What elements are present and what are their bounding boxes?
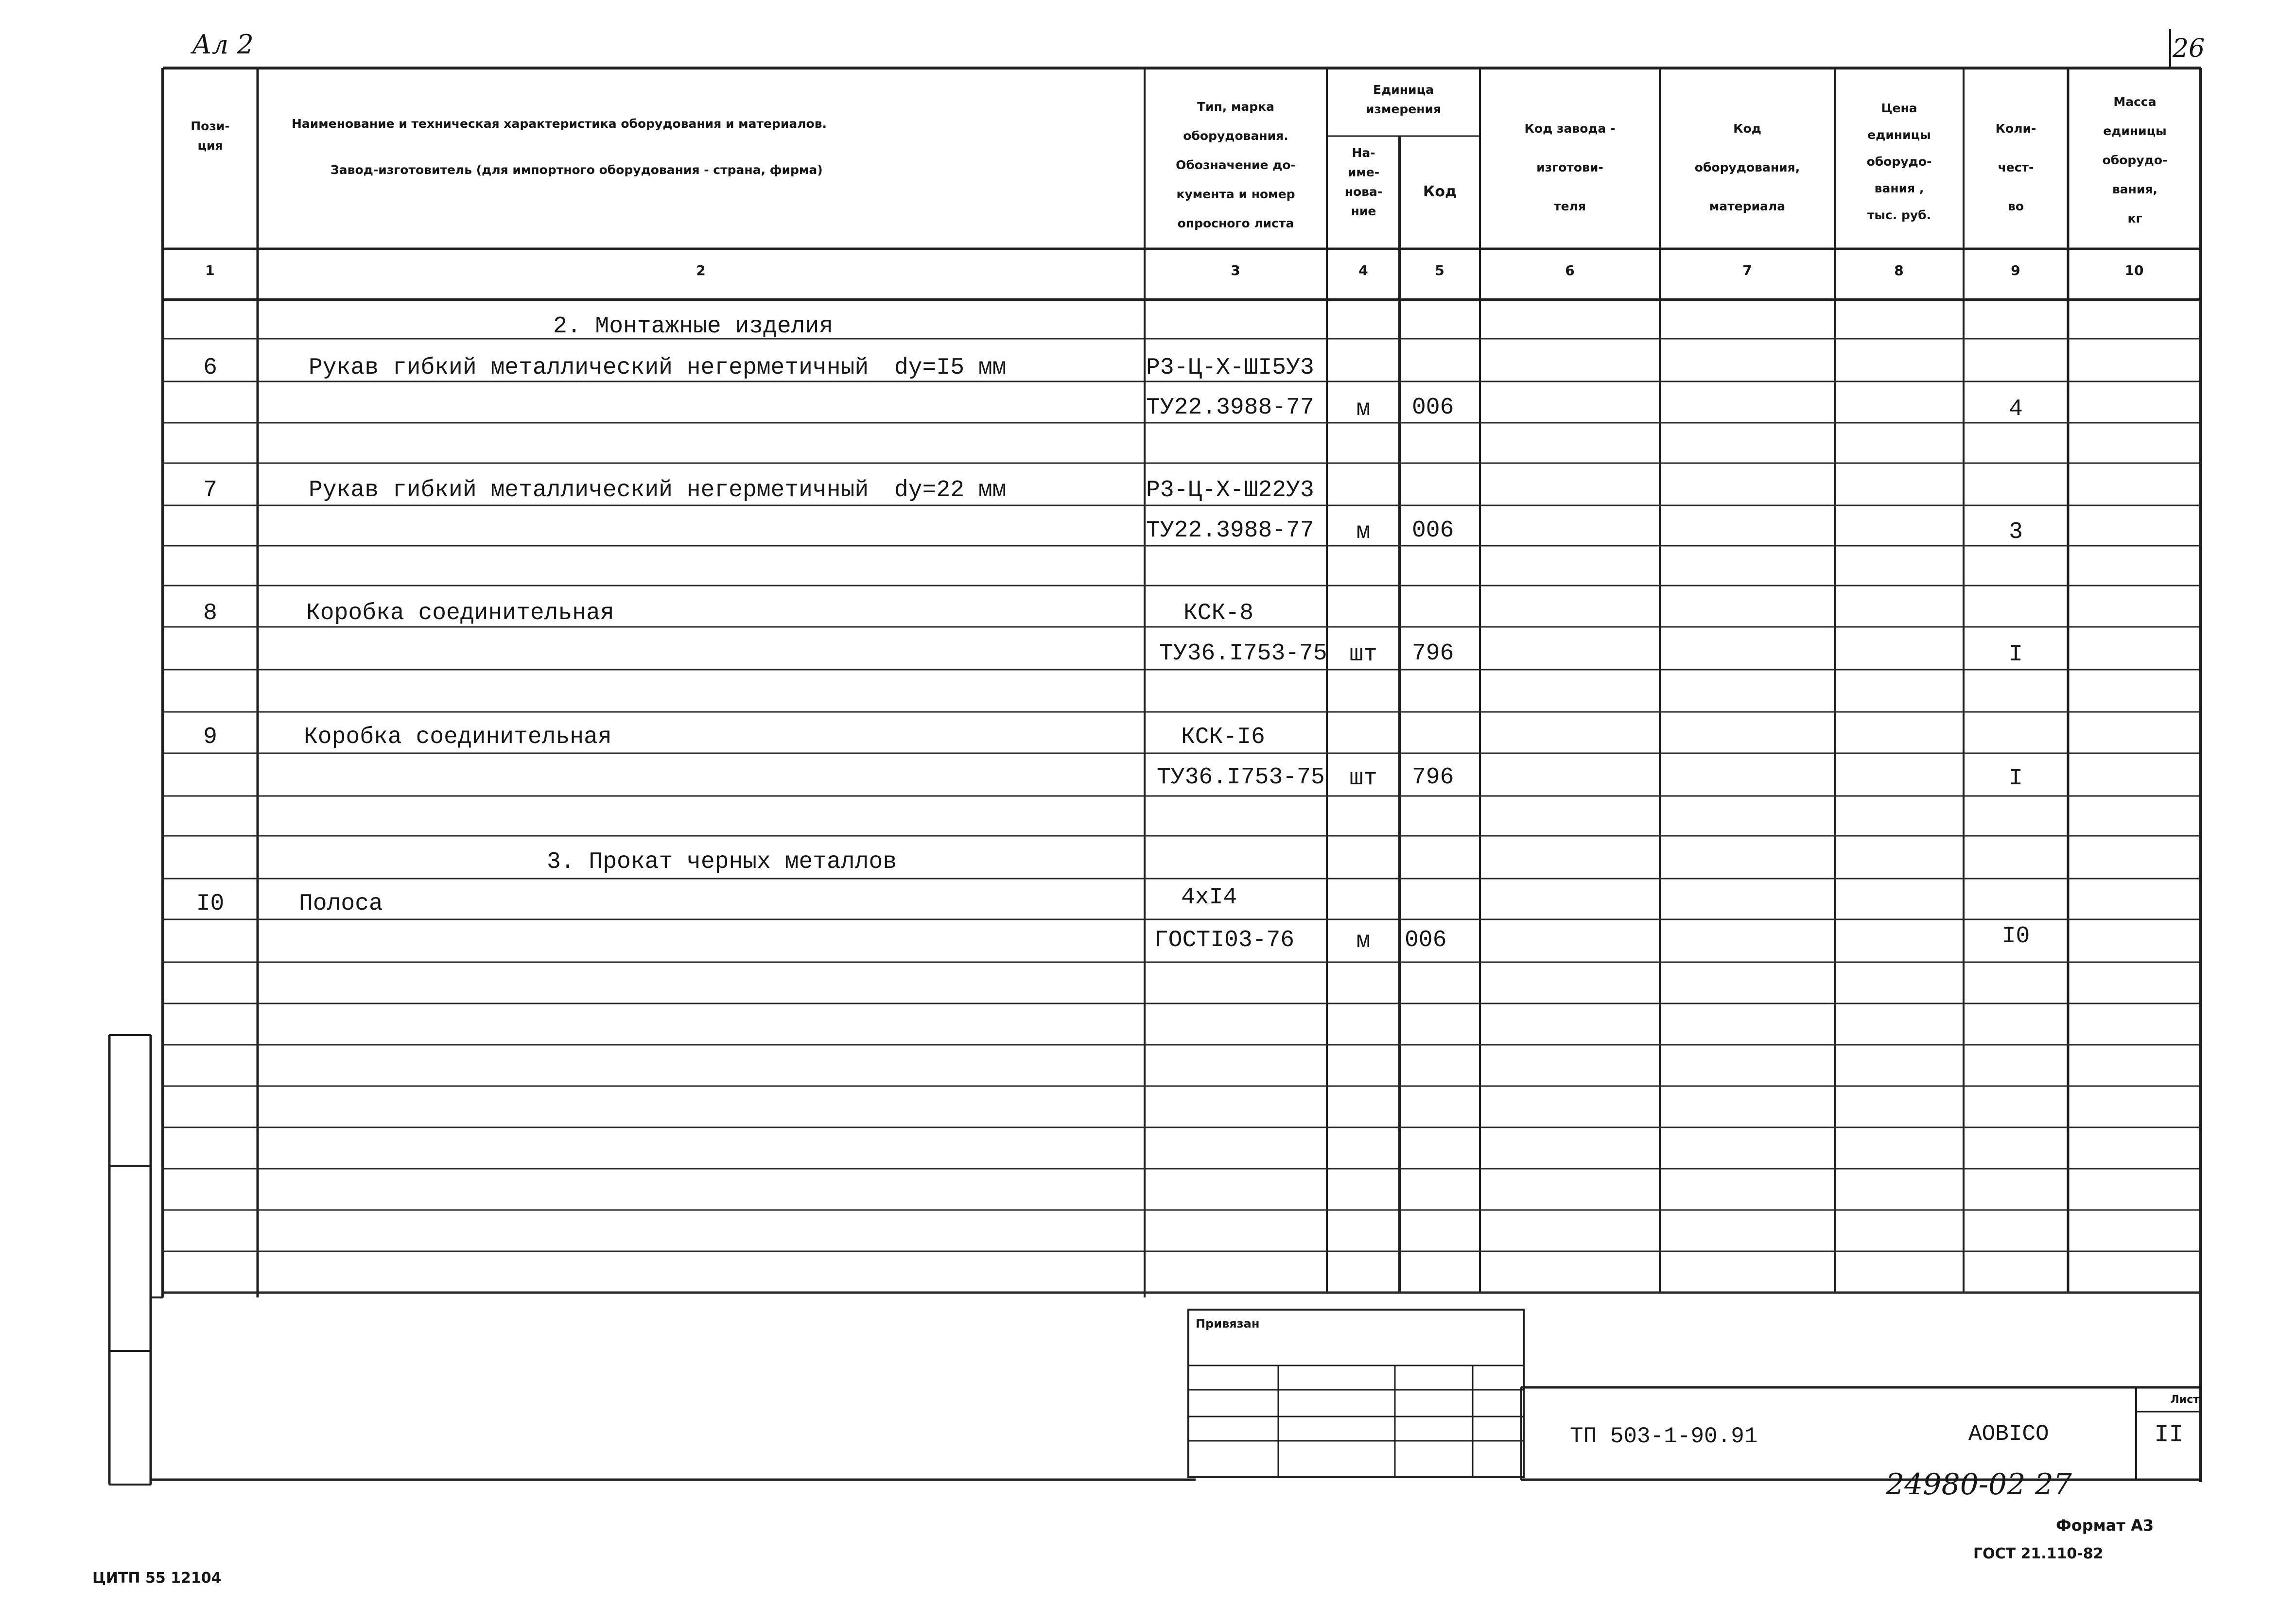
item-unit-code: 006 (1412, 395, 1454, 421)
header-unit-group: Единица измерения (1365, 83, 1442, 116)
item-quantity: I (2009, 641, 2023, 668)
item-quantity: I0 (2001, 923, 2030, 950)
item-name: Полоса (299, 891, 383, 917)
item-unit: м (1356, 519, 1371, 545)
header-unit-code: Код (1423, 183, 1457, 200)
item-type: КСК-8 (1183, 600, 1254, 626)
format-label: Формат А3 (2056, 1516, 2154, 1535)
item-quantity: 4 (2009, 396, 2023, 422)
column-number: 3 (1231, 262, 1240, 278)
item-doc: ТУ22.3988-77 (1146, 518, 1314, 544)
item-name: Рукав гибкий металлический негерметичный (309, 477, 869, 503)
page-number: 26 (2173, 34, 2205, 63)
item-name: Коробка соединительная (306, 600, 614, 626)
item-unit: шт (1349, 641, 1377, 668)
column-number: 8 (1894, 262, 1904, 278)
column-number: 2 (696, 262, 706, 278)
header-equipment-code: Код оборудования, материала (1694, 121, 1800, 213)
header-name-line1: Наименование и техническая характеристика оборудования и материалов. (292, 117, 827, 131)
header-mass: Масса единицы оборудо- вания, кг (2102, 95, 2168, 225)
stamp-sheet-code: АОВIСО (1968, 1421, 2049, 1447)
item-dy: dу=22 мм (894, 477, 1007, 503)
item-quantity: I (2009, 765, 2023, 792)
item-unit: м (1356, 928, 1371, 954)
header-unit-name: На- име- нова- ние (1344, 146, 1383, 218)
item-name: Рукав гибкий металлический негерметичный (309, 355, 869, 381)
item-unit-code: 006 (1412, 518, 1454, 544)
column-number: 7 (1742, 262, 1752, 278)
item-type: 4хI4 (1181, 884, 1237, 911)
item-unit-code: 796 (1412, 640, 1454, 667)
stamp-list-number: II (2154, 1421, 2184, 1449)
column-number: 10 (2124, 262, 2144, 278)
section-heading-rolled-metal: 3. Прокат черных металлов (547, 849, 897, 875)
item-type: Р3-Ц-Х-ШI5У3 (1146, 355, 1314, 381)
column-number: 4 (1358, 262, 1368, 278)
stamp-privyazan: Привязан (1196, 1317, 1260, 1331)
item-position: I0 (196, 891, 225, 917)
header-quantity: Коли- чест- во (1995, 121, 2036, 213)
item-type: КСК-I6 (1181, 724, 1265, 750)
item-quantity: 3 (2009, 519, 2023, 545)
item-doc: ТУ36.I753-75 (1159, 640, 1327, 667)
header-unit-price: Цена единицы оборудо- вания , тыс. руб. (1866, 101, 1932, 222)
item-position: 6 (203, 355, 217, 381)
archive-number: 24980-02 27 (1886, 1468, 2072, 1502)
column-number: 5 (1435, 262, 1444, 278)
gost-label: ГОСТ 21.110-82 (1973, 1545, 2104, 1562)
item-position: 8 (203, 600, 217, 626)
item-type: Р3-Ц-Х-Ш22У3 (1146, 477, 1314, 503)
item-unit-code: 006 (1405, 927, 1447, 953)
header-factory-code: Код завода - изготови- теля (1524, 121, 1616, 213)
stamp-list-label: Лист (2170, 1394, 2199, 1406)
item-position: 7 (203, 477, 217, 503)
top-left-note: Ал 2 (192, 29, 254, 60)
item-unit: м (1356, 396, 1371, 422)
item-doc: ГОСТI03-76 (1154, 927, 1295, 953)
item-name: Коробка соединительная (304, 724, 612, 750)
item-doc: ТУ22.3988-77 (1146, 395, 1314, 421)
column-number: 9 (2011, 262, 2020, 278)
left-code: ЦИТП 55 12104 (92, 1570, 222, 1587)
column-number: 1 (205, 262, 215, 278)
item-position: 9 (203, 724, 217, 750)
item-dy: dу=I5 мм (894, 355, 1007, 381)
section-heading-mounting: 2. Монтажные изделия (553, 313, 834, 340)
item-unit-code: 796 (1412, 764, 1454, 791)
column-number: 6 (1565, 262, 1575, 278)
item-doc: ТУ36.I753-75 (1157, 764, 1325, 791)
header-position: Пози- ция (191, 119, 230, 153)
item-unit: шт (1349, 765, 1377, 792)
header-type-mark: Тип, марка оборудования. Обозначение до- кумента и номер опросного листа (1176, 100, 1296, 230)
stamp-project-code: ТП 503-1-90.91 (1570, 1424, 1758, 1449)
header-name-line2: Завод-изготовитель (для импортного оборудования - страна, фирма) (330, 163, 823, 177)
